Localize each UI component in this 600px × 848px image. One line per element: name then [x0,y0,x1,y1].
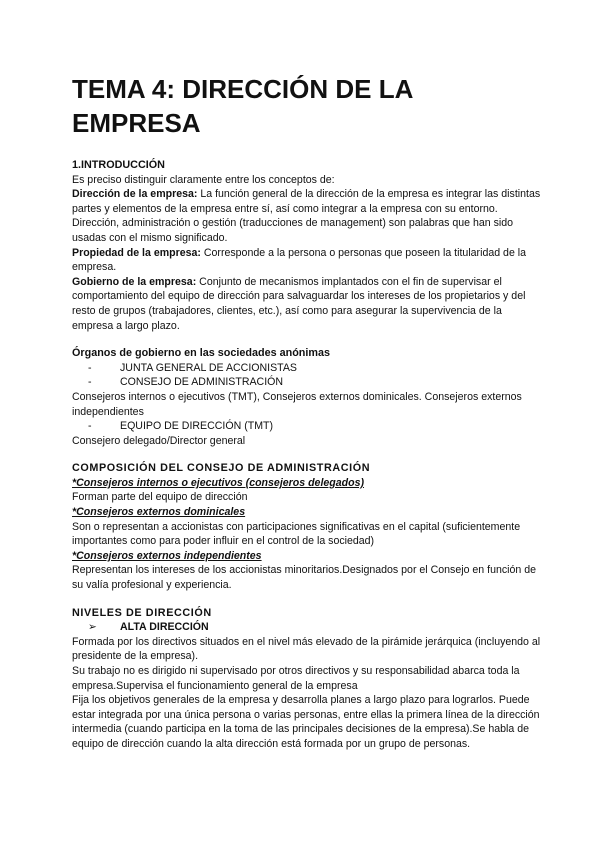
list-item: - EQUIPO DE DIRECCIÓN (TMT) [88,420,274,433]
paragraph: Su trabajo no es dirigido ni supervisado por otros directivos y su responsabilidad abarca toda la empresa.Supervisa el funcionamiento general de la empresa [72,665,520,692]
definition-text: Conjunto de mecanismos implantados con el fin de supervisar el comportamiento del equipo de dirección para salvaguardar los intereses de los propietarios y del resto de grupos (trabajadores, clientes, etc.), así como para asegurar la supervivencia de la empresa a largo plazo. [72,275,526,332]
paragraph: Representan los intereses de los accionistas minoritarios.Designados por el Consejo en función de su valía profesional y experiencia. [72,564,537,592]
paragraph: Es preciso distinguir claramente entre los conceptos de: [72,173,335,186]
subheading: *Consejeros internos o ejecutivos (consejeros delegados) [72,476,365,489]
paragraph: Son o representan a accionistas con participaciones significativas en el capital (suficientemente importantes como para poder influir en el control de la sociedad) [72,520,521,548]
section-heading: COMPOSICIÓN DEL CONSEJO DE ADMINISTRACIÓN [72,462,371,475]
page-title: TEMA 4: DIRECCIÓN DE LA EMPRESA [72,74,413,138]
paragraph: Consejeros internos o ejecutivos (TMT), Consejeros externos dominicales. Consejeros externos independientes [72,390,522,418]
definition-text: Corresponde a la persona o personas que poseen la titularidad de la empresa. [72,246,527,274]
document-page [72,72,542,752]
section-organos [72,346,542,448]
term: Dirección de la empresa: [72,188,198,201]
dash-bullet: - [88,420,92,433]
section-introduccion [72,158,542,333]
definition-gobierno [72,275,542,333]
paragraph: Forman parte del equipo de dirección [72,491,248,504]
definition-propiedad [72,246,542,275]
term: Propiedad de la empresa: [72,246,201,259]
term: Gobierno de la empresa: [72,275,197,288]
subheading: *Consejeros externos independientes [72,549,262,562]
section-niveles [72,606,542,752]
subheading: *Consejeros externos dominicales [72,506,246,519]
section-heading: 1.INTRODUCCIÓN [72,159,165,171]
list-item: - JUNTA GENERAL DE ACCIONISTAS [88,361,297,374]
section-composicion [72,461,542,592]
section-heading: Órganos de gobierno en las sociedades anónimas [72,347,330,360]
section-heading: NIVELES DE DIRECCIÓN [72,606,212,619]
subheading: ALTA DIRECCIÓN [120,621,209,634]
paragraph: Consejero delegado/Director general [72,434,246,447]
paragraph: Fija los objetivos generales de la empresa y desarrolla planes a largo plazo para lograrlos. Puede estar integrada por una única persona o varias personas, entre ellas la primera línea de la dirección intermedia (cuando participa en la toma de las principales decisiones de la empresa).Se habla de equipo de dirección cuando la alta dirección está formada por un grupo de personas. [72,694,540,750]
definition-direccion [72,187,542,245]
arrow-bullet-icon: ➢ [88,621,97,634]
paragraph: Formada por los directivos situados en el nivel más elevado de la pirámide jerárquica (incluyendo al presidente de la empresa). [72,635,541,663]
definition-text: La función general de la dirección de la empresa es integrar las distintas partes y elementos de la empresa entre sí, así como integrar a la empresa con su entorno. Dirección, administración o gestión (traducciones de management) son palabras que han sido usadas con el mismo significado. [72,188,541,244]
list-item: - CONSEJO DE ADMINISTRACIÓN [88,376,284,389]
dash-bullet: - [88,361,92,374]
list-item [72,620,542,635]
dash-bullet: - [88,376,92,389]
